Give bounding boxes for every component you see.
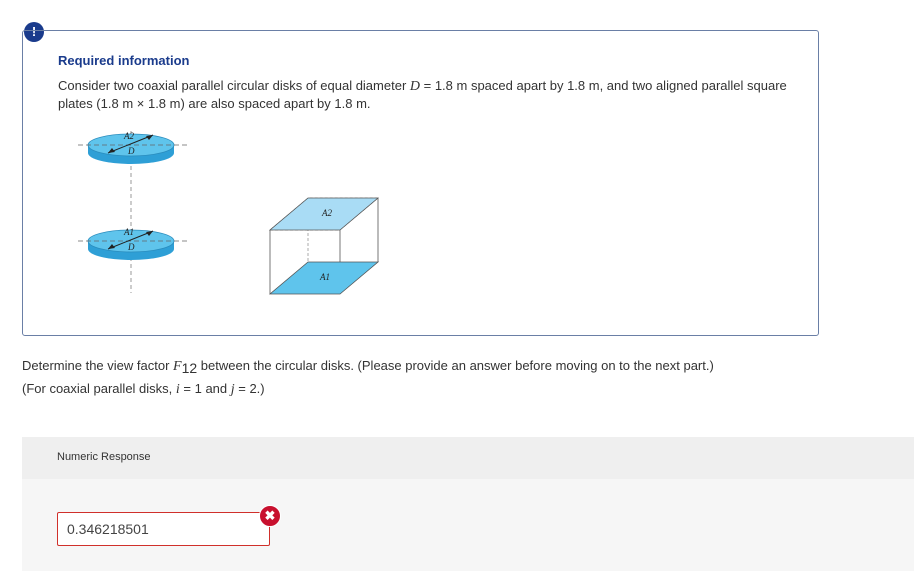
disk-bottom-label: A1	[124, 227, 134, 237]
question-line-2: (For coaxial parallel disks, i = 1 and j = 2.)	[22, 381, 265, 397]
disks-and-plates-figure	[78, 123, 398, 303]
response-label: Numeric Response	[57, 451, 151, 463]
response-body	[22, 479, 914, 571]
numeric-answer-input[interactable]	[57, 512, 270, 546]
required-info-panel	[22, 30, 819, 336]
disk-bottom-diameter: D	[128, 242, 135, 252]
question-line-1: Determine the view factor F12 between the circular disks. (Please provide an answer before moving on to the next part.)	[22, 358, 714, 376]
plate-bottom-label: A1	[320, 272, 330, 282]
bottom-disk	[78, 227, 190, 260]
square-plates	[270, 198, 378, 294]
info-text: Consider two coaxial parallel circular disks of equal diameter D = 1.8 m spaced apart by 1.8 m, and two aligned parallel square plates (1.8 m × 1.8 m) are also spaced apart by 1.8 m.	[58, 78, 787, 111]
question-text	[22, 354, 714, 401]
plate-top-label: A2	[322, 208, 332, 218]
close-icon: ✖	[259, 505, 281, 527]
exclamation-icon: !	[24, 22, 44, 42]
info-title: Required information	[58, 53, 190, 68]
response-header	[22, 437, 914, 479]
disk-top-label: A2	[124, 131, 134, 141]
top-disk	[78, 131, 190, 164]
disk-top-diameter: D	[128, 146, 135, 156]
